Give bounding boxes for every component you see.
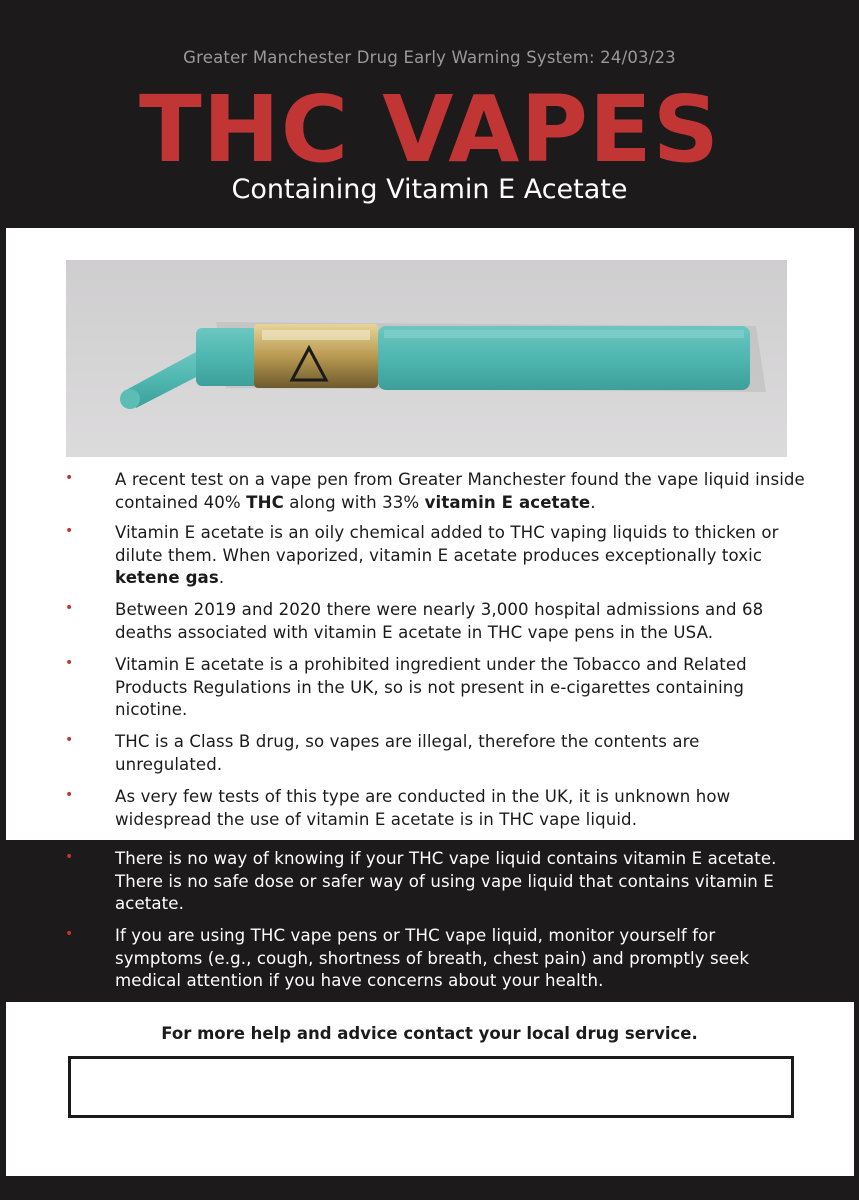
bullet-marker: •: [65, 926, 74, 942]
source-date-line: Greater Manchester Drug Early Warning System: 24/03/23: [183, 48, 676, 67]
bullet-marker: •: [65, 523, 74, 539]
contact-details-box: [68, 1056, 794, 1118]
vape-pen-photo: [66, 260, 787, 457]
header: [0, 0, 859, 228]
list-item: • Vitamin E acetate is a prohibited ingredient under the Tobacco and Related Products Regulations in the UK, so is not present in e-cigarettes containing nicotine.: [115, 654, 805, 722]
bullet-marker: •: [65, 600, 74, 616]
bullet-marker: •: [65, 655, 74, 671]
list-item: • As very few tests of this type are conducted in the UK, it is unknown how widespread the use of vitamin E acetate is in THC vape liquid.: [115, 786, 805, 831]
list-item: • If you are using THC vape pens or THC vape liquid, monitor yourself for symptoms (e.g., cough, shortness of breath, chest pain) and promptly seek medical attention if you have concerns about your health.: [115, 925, 805, 993]
subheadline: Containing Vitamin E Acetate: [231, 174, 628, 205]
help-text: For more help and advice contact your local drug service.: [161, 1024, 698, 1043]
list-item: • Between 2019 and 2020 there were nearly 3,000 hospital admissions and 68 deaths associated with vitamin E acetate in THC vape pens in the USA.: [115, 599, 805, 644]
bullet-marker: •: [65, 732, 74, 748]
list-item: • A recent test on a vape pen from Greater Manchester found the vape liquid inside contained 40% THC along with 33% vitamin E acetate.: [115, 469, 805, 514]
vape-pen-illustration: [66, 260, 787, 457]
headline: THC VAPES: [139, 76, 720, 183]
bullet-marker: •: [65, 849, 74, 865]
list-item: • THC is a Class B drug, so vapes are illegal, therefore the contents are unregulated.: [115, 731, 805, 776]
bullet-marker: •: [65, 787, 74, 803]
list-item: • There is no way of knowing if your THC vape liquid contains vitamin E acetate. There is no safe dose or safer way of using vape liquid that contains vitamin E acetate.: [115, 848, 805, 916]
bullet-marker: •: [65, 470, 74, 486]
list-item: • Vitamin E acetate is an oily chemical added to THC vaping liquids to thicken or dilute them. When vaporized, vitamin E acetate produces exceptionally toxic ketene gas.: [115, 522, 805, 590]
